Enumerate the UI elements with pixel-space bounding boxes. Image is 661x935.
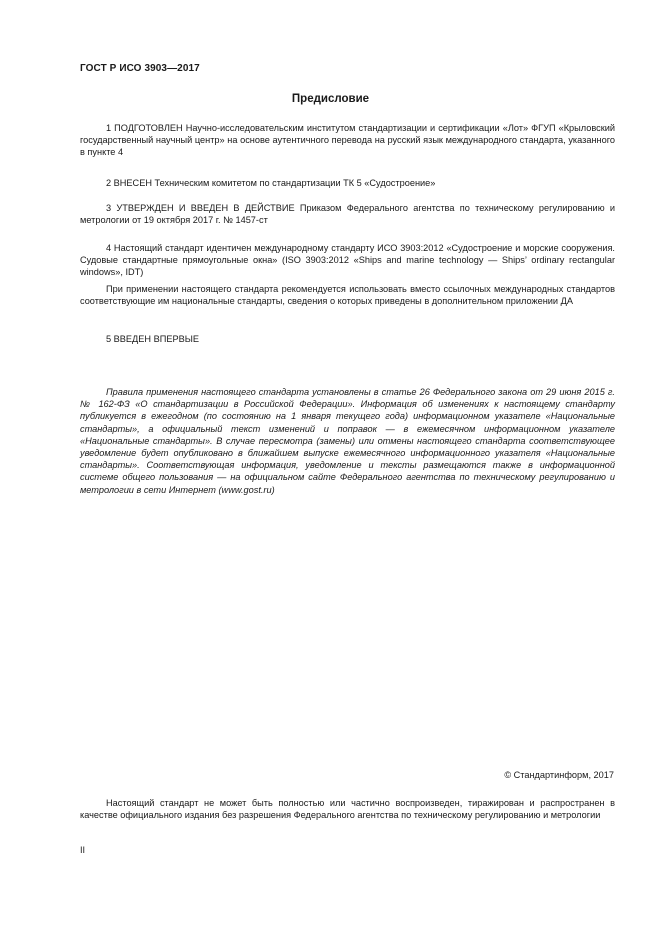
paragraph-prepared: 1 ПОДГОТОВЛЕН Научно-исследовательским институтом стандартизации и сертификации «Лот» ФГУП «Крыловский государственный научный центр» на основе аутентичного перевода на русский язык международного стандарта, указанного в пункте 4 — [80, 123, 615, 158]
page-number: II — [80, 845, 86, 855]
paragraph-approved: 3 УТВЕРЖДЕН И ВВЕДЕН В ДЕЙСТВИЕ Приказом Федерального агентства по техническому регулированию и метрологии от 19 октября 2017 г. № 1457-ст — [80, 203, 615, 226]
application-rules-notice: Правила применения настоящего стандарта установлены в статье 26 Федерального закона от 29 июня 2015 г. № 162-ФЗ «О стандартизации в Российской Федерации». Информация об изменениях к настоящему стандарту публикуется в ежегодном (по состоянию на 1 января текущего года) информационном указателе «Национальные стандарты», а официальный текст изменений и поправок — в ежемесячном информационном указателе «Национальные стандарты». В случае пересмотра (замены) или отмены настоящего стандарта соответствующее уведомление будет опубликовано в ближайшем выпуске ежемесячного информационного указателя «Национальные стандарты». Соответствующая информация, уведомление и тексты размещаются также в информационной системе общего пользования — на официальном сайте Федерального агентства по техническому регулированию и метрологии в сети Интернет (www.gost.ru) — [80, 387, 615, 495]
paragraph-first-introduced: 5 ВВЕДЕН ВПЕРВЫЕ — [106, 334, 199, 344]
reproduction-notice: Настоящий стандарт не может быть полностью или частично воспроизведен, тиражирован и распространен в качестве официального издания без разрешения Федерального агентства по техническому регулированию и метрологии — [80, 798, 615, 821]
paragraph-identical: 4 Настоящий стандарт идентичен международному стандарту ИСО 3903:2012 «Судостроение и морские сооружения. Судовые стандартные прямоугольные окна» (ISO 3903:2012 «Ships and marine technology — Ships’ ordinary rectangular windows», IDT) — [80, 243, 615, 278]
paragraph-submitted: 2 ВНЕСЕН Техническим комитетом по стандартизации ТК 5 «Судостроение» — [106, 178, 436, 188]
paragraph-references: При применении настоящего стандарта рекомендуется использовать вместо ссылочных международных стандартов соответствующие им национальные стандарты, сведения о которых приведены в дополнительном приложении ДА — [80, 284, 615, 307]
page-title: Предисловие — [291, 93, 370, 105]
document-code: ГОСТ Р ИСО 3903—2017 — [80, 63, 200, 74]
copyright-line: © Стандартинформ, 2017 — [504, 770, 614, 780]
